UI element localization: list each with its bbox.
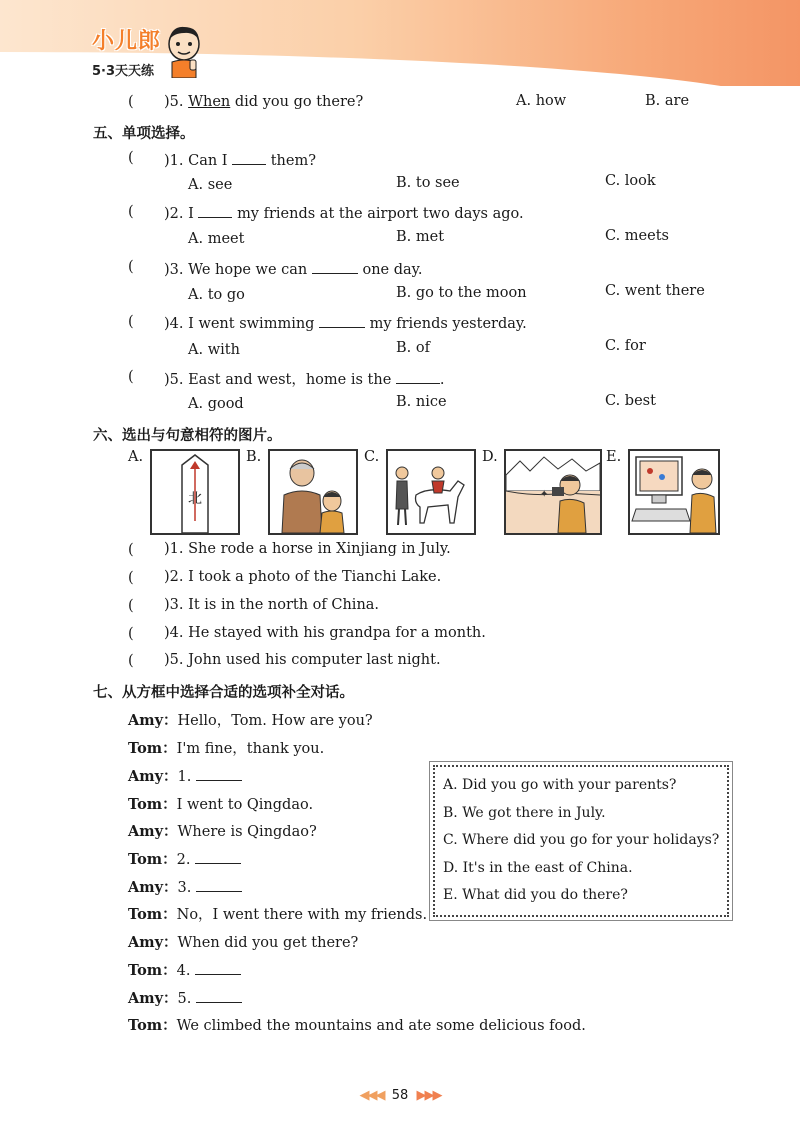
question-tail: my friends yesterday. bbox=[369, 316, 527, 332]
question-tail: . bbox=[439, 372, 445, 388]
dialog-line bbox=[128, 709, 373, 730]
option-b: B. to see bbox=[396, 175, 460, 191]
utterance: I went to Qingdao. bbox=[176, 797, 314, 813]
speaker: Tom： bbox=[128, 962, 177, 979]
option-b: B. go to the moon bbox=[396, 285, 527, 301]
option-c: C. for bbox=[605, 338, 646, 354]
option-b: B. are bbox=[645, 93, 690, 109]
match-item-5: )5. John used his computer last night. bbox=[164, 652, 441, 668]
option-a: A. good bbox=[188, 396, 244, 412]
dialog-line bbox=[128, 848, 241, 869]
question-stem: )5. East and west，home is the bbox=[164, 372, 392, 388]
speaker: Amy： bbox=[128, 823, 178, 840]
option-c: C. best bbox=[605, 393, 656, 409]
match-item-4: )4. He stayed with his grandpa for a month. bbox=[164, 625, 486, 641]
answer-paren: ( bbox=[128, 570, 134, 586]
speaker: Amy： bbox=[128, 934, 178, 951]
dialog-line bbox=[128, 987, 242, 1008]
option-c: C. went there bbox=[605, 283, 705, 299]
question-3 bbox=[164, 259, 423, 278]
question-text bbox=[164, 94, 363, 110]
blank bbox=[196, 877, 242, 892]
grandpa-and-boy-icon bbox=[270, 451, 356, 533]
utterance: 1. bbox=[177, 769, 192, 785]
question-stem: )4. I went swimming bbox=[164, 316, 315, 332]
match-item-1: )1. She rode a horse in Xinjiang in July. bbox=[164, 541, 451, 557]
picture-label-b: B. bbox=[246, 449, 262, 465]
utterance: 4. bbox=[176, 963, 191, 979]
computer-user-icon bbox=[630, 451, 718, 533]
north-pillar-icon bbox=[152, 451, 238, 533]
answer-paren: ( bbox=[128, 598, 134, 614]
answer-paren: ( bbox=[128, 150, 134, 166]
blank bbox=[396, 369, 440, 384]
speaker: Tom： bbox=[128, 740, 177, 757]
next-arrows-icon: ▶▶▶ bbox=[416, 1088, 441, 1103]
mascot-boy-icon bbox=[164, 24, 204, 78]
taking-photo-icon bbox=[506, 451, 600, 533]
option-a: A. meet bbox=[188, 231, 245, 247]
answer-paren: ( bbox=[128, 94, 134, 110]
utterance: I'm fine，thank you. bbox=[176, 741, 325, 757]
picture-c-horse bbox=[386, 449, 476, 535]
utterance: 3. bbox=[177, 880, 192, 896]
option-b: B. of bbox=[396, 340, 430, 356]
dialog-line bbox=[128, 959, 241, 980]
question-2 bbox=[164, 203, 524, 222]
speaker: Amy： bbox=[128, 712, 178, 729]
question-4 bbox=[164, 313, 527, 332]
blank bbox=[198, 203, 232, 218]
box-option-b: B. We got there in July. bbox=[443, 805, 606, 821]
speaker: Tom： bbox=[128, 906, 177, 923]
box-option-d: D. It's in the east of China. bbox=[443, 860, 633, 876]
question-rest: did you go there? bbox=[234, 94, 364, 110]
question-tail: them? bbox=[270, 153, 317, 169]
picture-d-lake-photo bbox=[504, 449, 602, 535]
box-option-c: C. Where did you go for your holidays? bbox=[443, 832, 720, 848]
match-item-2: )2. I took a photo of the Tianchi Lake. bbox=[164, 569, 442, 585]
picture-b-grandpa bbox=[268, 449, 358, 535]
dialog-line bbox=[128, 793, 313, 814]
page-footer bbox=[0, 1088, 800, 1103]
option-a: A. how bbox=[516, 93, 567, 109]
speaker: Tom： bbox=[128, 796, 177, 813]
utterance: 2. bbox=[176, 852, 191, 868]
option-b: B. nice bbox=[396, 394, 447, 410]
picture-e-computer bbox=[628, 449, 720, 535]
question-stem: )1. Can I bbox=[164, 153, 228, 169]
option-b: B. met bbox=[396, 229, 445, 245]
dialog-line bbox=[128, 903, 427, 924]
blank bbox=[319, 313, 365, 328]
pillar-char: 北 bbox=[188, 491, 202, 507]
answer-paren: ( bbox=[128, 204, 134, 220]
utterance: We climbed the mountains and ate some delicious food. bbox=[176, 1018, 586, 1034]
blank bbox=[196, 766, 242, 781]
utterance: No，I went there with my friends. bbox=[176, 907, 428, 923]
utterance: 5. bbox=[177, 991, 192, 1007]
answer-paren: ( bbox=[128, 626, 134, 642]
picture-a-pillar bbox=[150, 449, 240, 535]
speaker: Amy： bbox=[128, 879, 178, 896]
underlined-word: When bbox=[188, 94, 231, 110]
speaker: Amy： bbox=[128, 990, 178, 1007]
dialog-line bbox=[128, 820, 317, 841]
picture-label-d: D. bbox=[482, 449, 498, 465]
picture-label-e: E. bbox=[606, 449, 622, 465]
speaker: Tom： bbox=[128, 1017, 177, 1034]
option-a: A. to go bbox=[188, 287, 245, 303]
match-item-3: )3. It is in the north of China. bbox=[164, 597, 380, 613]
utterance: Hello，Tom. How are you? bbox=[177, 713, 373, 729]
picture-label-a: A. bbox=[128, 449, 144, 465]
answer-paren: ( bbox=[128, 259, 134, 275]
section-5-title: 五、单项选择。 bbox=[93, 126, 195, 142]
option-c: C. meets bbox=[605, 228, 669, 244]
utterance: Where is Qingdao? bbox=[177, 824, 317, 840]
question-5 bbox=[164, 368, 445, 389]
page-number: 58 bbox=[391, 1088, 409, 1103]
blank bbox=[312, 259, 358, 274]
option-c: C. look bbox=[605, 173, 656, 189]
blank bbox=[232, 150, 266, 165]
option-a: A. see bbox=[188, 177, 233, 193]
option-a: A. with bbox=[188, 342, 240, 358]
dialog-line bbox=[128, 737, 324, 758]
box-option-e: E. What did you do there? bbox=[443, 887, 628, 903]
question-stem: )3. We hope we can bbox=[164, 262, 308, 278]
section-6-title: 六、选出与句意相符的图片。 bbox=[93, 428, 282, 444]
blank bbox=[196, 988, 242, 1003]
answer-paren: ( bbox=[128, 542, 134, 558]
series-title: 5·3天天练 bbox=[92, 64, 155, 79]
box-option-a: A. Did you go with your parents? bbox=[443, 777, 677, 793]
answer-paren: ( bbox=[128, 653, 134, 669]
blank bbox=[195, 849, 241, 864]
answer-paren: ( bbox=[128, 314, 134, 330]
question-stem: )2. I bbox=[164, 206, 194, 222]
speaker: Amy： bbox=[128, 768, 178, 785]
prev-arrows-icon: ◀◀◀ bbox=[359, 1088, 384, 1103]
horse-riding-icon bbox=[388, 451, 474, 533]
blank bbox=[195, 960, 241, 975]
question-tail: one day. bbox=[362, 262, 423, 278]
section-7-title: 七、从方框中选择合适的选项补全对话。 bbox=[93, 685, 354, 701]
dialog-line bbox=[128, 931, 358, 952]
question-number: )5. bbox=[164, 94, 184, 110]
svg-text:✦: ✦ bbox=[540, 489, 549, 500]
dialog-line bbox=[128, 765, 242, 786]
question-1 bbox=[164, 150, 316, 169]
dialog-line bbox=[128, 1014, 586, 1035]
speaker: Tom： bbox=[128, 851, 177, 868]
utterance: When did you get there? bbox=[177, 935, 359, 951]
dialog-line bbox=[128, 876, 242, 897]
answer-paren: ( bbox=[128, 369, 134, 385]
picture-label-c: C. bbox=[364, 449, 380, 465]
question-tail: my friends at the airport two days ago. bbox=[237, 206, 524, 222]
brand-logo: 小儿郎 bbox=[92, 29, 162, 54]
